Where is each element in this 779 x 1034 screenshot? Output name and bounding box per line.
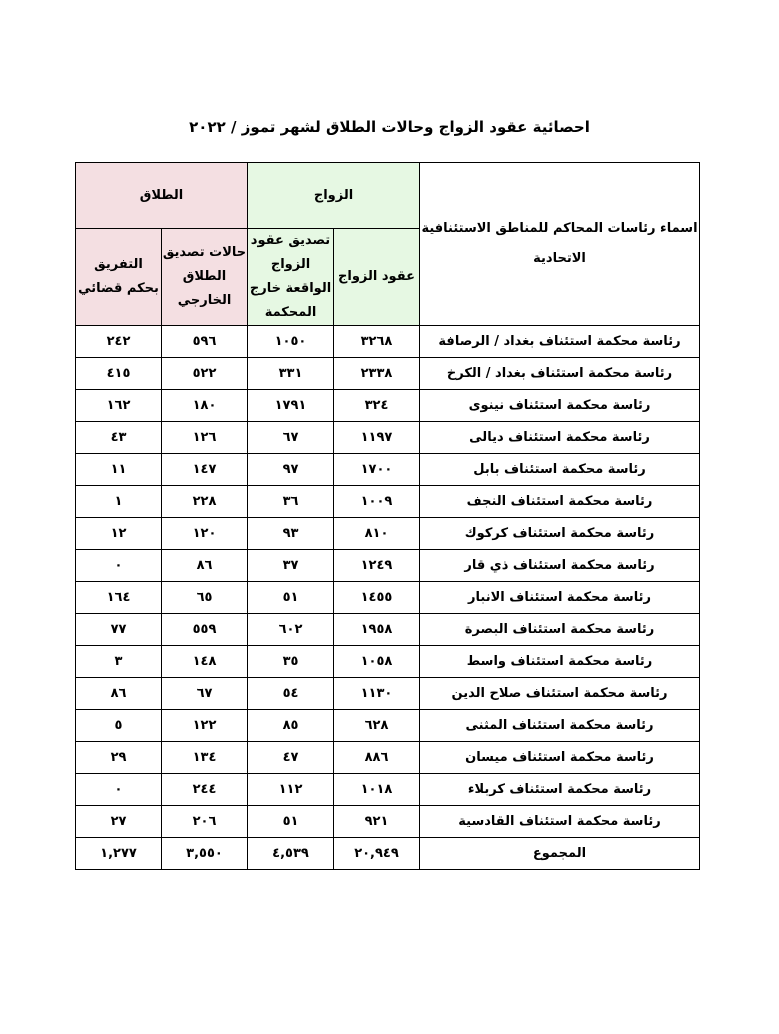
- court-name-cell: رئاسة محكمة استئناف ديالى: [420, 422, 700, 454]
- total-outside: ٤,٥٣٩: [248, 838, 334, 870]
- judicial-separation-cell: ٢٧: [76, 806, 162, 838]
- marriage-group-header: الزواج: [248, 163, 420, 229]
- judicial-separation-cell: ٠: [76, 550, 162, 582]
- marriage-contracts-cell: ١٩٥٨: [334, 614, 420, 646]
- judicial-separation-cell: ٧٧: [76, 614, 162, 646]
- marriage-outside-cell: ٣٥: [248, 646, 334, 678]
- divorce-external-cell: ١٢٦: [162, 422, 248, 454]
- court-name-cell: رئاسة محكمة استئناف صلاح الدين: [420, 678, 700, 710]
- judicial-separation-cell: ٤١٥: [76, 358, 162, 390]
- statistics-table: [75, 162, 700, 870]
- divorce-external-cell: ١٨٠: [162, 390, 248, 422]
- marriage-outside-cell: ٩٧: [248, 454, 334, 486]
- court-name-cell: رئاسة محكمة استئناف كركوك: [420, 518, 700, 550]
- marriage-contracts-cell: ٢٣٣٨: [334, 358, 420, 390]
- divorce-external-cell: ١٢٠: [162, 518, 248, 550]
- total-label: المجموع: [420, 838, 700, 870]
- divorce-external-cell: ٢٠٦: [162, 806, 248, 838]
- divorce-external-cell: ٦٧: [162, 678, 248, 710]
- table-row: [76, 614, 700, 646]
- table-row: [76, 806, 700, 838]
- marriage-outside-cell: ٥١: [248, 582, 334, 614]
- divorce-external-cell: ٥٢٢: [162, 358, 248, 390]
- table-row: [76, 582, 700, 614]
- marriage-contracts-cell: ٣٢٦٨: [334, 326, 420, 358]
- court-name-cell: رئاسة محكمة استئناف بغداد / الرصافة: [420, 326, 700, 358]
- court-name-cell: رئاسة محكمة استئناف الانبار: [420, 582, 700, 614]
- marriage-contracts-cell: ١٤٥٥: [334, 582, 420, 614]
- page-title: احصائية عقود الزواج وحالات الطلاق لشهر تموز / ٢٠٢٢: [189, 118, 590, 136]
- judicial-separation-cell: ٨٦: [76, 678, 162, 710]
- marriage-outside-cell: ٣٦: [248, 486, 334, 518]
- judicial-separation-cell: ٢٩: [76, 742, 162, 774]
- marriage-outside-cell: ٦٠٢: [248, 614, 334, 646]
- divorce-external-cell: ٢٤٤: [162, 774, 248, 806]
- divorce-external-cell: ٨٦: [162, 550, 248, 582]
- marriage-contracts-cell: ٩٢١: [334, 806, 420, 838]
- total-separation: ١,٢٧٧: [76, 838, 162, 870]
- marriage-contracts-cell: ١١٩٧: [334, 422, 420, 454]
- court-name-cell: رئاسة محكمة استئناف واسط: [420, 646, 700, 678]
- table-row: [76, 550, 700, 582]
- marriage-contracts-cell: ١٠١٨: [334, 774, 420, 806]
- marriage-contracts-cell: ٦٢٨: [334, 710, 420, 742]
- table-row: [76, 774, 700, 806]
- total-contracts: ٢٠,٩٤٩: [334, 838, 420, 870]
- marriage-contracts-cell: ٣٢٤: [334, 390, 420, 422]
- court-name-cell: رئاسة محكمة استئناف كربلاء: [420, 774, 700, 806]
- table-row: [76, 422, 700, 454]
- judicial-separation-cell: ١٦٤: [76, 582, 162, 614]
- judicial-separation-cell: ١١: [76, 454, 162, 486]
- judicial-separation-cell: ٥: [76, 710, 162, 742]
- court-name-cell: رئاسة محكمة استئناف ميسان: [420, 742, 700, 774]
- judicial-separation-cell: ٤٣: [76, 422, 162, 454]
- table-row: [76, 486, 700, 518]
- table-row: [76, 390, 700, 422]
- judicial-separation-cell: ١٦٢: [76, 390, 162, 422]
- marriage-outside-cell: ٩٣: [248, 518, 334, 550]
- total-row: [76, 838, 700, 870]
- marriage-outside-cell: ٥١: [248, 806, 334, 838]
- judicial-separation-cell: ١٢: [76, 518, 162, 550]
- court-name-cell: رئاسة محكمة استئناف المثنى: [420, 710, 700, 742]
- divorce-external-cell: ٦٥: [162, 582, 248, 614]
- marriage-contracts-header: عقود الزواج: [334, 229, 420, 326]
- court-names-header: اسماء رئاسات المحاكم للمناطق الاستئنافية الاتحادية: [420, 163, 700, 326]
- marriage-outside-cell: ١٧٩١: [248, 390, 334, 422]
- court-name-cell: رئاسة محكمة استئناف نينوى: [420, 390, 700, 422]
- marriage-contracts-cell: ٨٨٦: [334, 742, 420, 774]
- court-name-cell: رئاسة محكمة استئناف بغداد / الكرخ: [420, 358, 700, 390]
- divorce-external-cell: ١٢٢: [162, 710, 248, 742]
- table-row: [76, 326, 700, 358]
- judicial-separation-cell: ٣: [76, 646, 162, 678]
- marriage-outside-cell: ٣٣١: [248, 358, 334, 390]
- marriage-outside-cell: ١٠٥٠: [248, 326, 334, 358]
- divorce-external-header: حالات تصديق الطلاق الخارجي: [162, 229, 248, 326]
- marriage-outside-cell: ٣٧: [248, 550, 334, 582]
- court-name-cell: رئاسة محكمة استئناف بابل: [420, 454, 700, 486]
- judicial-separation-header: التفريق بحكم قضائي: [76, 229, 162, 326]
- judicial-separation-cell: ٠: [76, 774, 162, 806]
- court-name-cell: رئاسة محكمة استئناف البصرة: [420, 614, 700, 646]
- divorce-external-cell: ١٤٨: [162, 646, 248, 678]
- divorce-external-cell: ١٣٤: [162, 742, 248, 774]
- marriage-outside-cell: ٥٤: [248, 678, 334, 710]
- marriage-contracts-cell: ١٠٥٨: [334, 646, 420, 678]
- marriage-contracts-cell: ١٢٤٩: [334, 550, 420, 582]
- divorce-external-cell: ٥٥٩: [162, 614, 248, 646]
- marriage-contracts-cell: ١٧٠٠: [334, 454, 420, 486]
- marriage-outside-cell: ٨٥: [248, 710, 334, 742]
- court-name-cell: رئاسة محكمة استئناف القادسية: [420, 806, 700, 838]
- table-row: [76, 678, 700, 710]
- marriage-outside-cell: ١١٢: [248, 774, 334, 806]
- judicial-separation-cell: ٢٤٢: [76, 326, 162, 358]
- court-name-cell: رئاسة محكمة استئناف النجف: [420, 486, 700, 518]
- table-row: [76, 742, 700, 774]
- marriage-contracts-cell: ١١٣٠: [334, 678, 420, 710]
- table-body: [76, 326, 700, 838]
- table-row: [76, 646, 700, 678]
- divorce-group-header: الطلاق: [76, 163, 248, 229]
- table-row: [76, 358, 700, 390]
- court-name-cell: رئاسة محكمة استئناف ذي قار: [420, 550, 700, 582]
- divorce-external-cell: ٢٢٨: [162, 486, 248, 518]
- table-row: [76, 454, 700, 486]
- divorce-external-cell: ٥٩٦: [162, 326, 248, 358]
- marriage-outside-court-header: تصديق عقود الزواج الواقعة خارج المحكمة: [248, 229, 334, 326]
- divorce-external-cell: ١٤٧: [162, 454, 248, 486]
- table-row: [76, 710, 700, 742]
- marriage-contracts-cell: ١٠٠٩: [334, 486, 420, 518]
- total-divorce: ٣,٥٥٠: [162, 838, 248, 870]
- marriage-outside-cell: ٤٧: [248, 742, 334, 774]
- table-row: [76, 518, 700, 550]
- judicial-separation-cell: ١: [76, 486, 162, 518]
- marriage-outside-cell: ٦٧: [248, 422, 334, 454]
- marriage-contracts-cell: ٨١٠: [334, 518, 420, 550]
